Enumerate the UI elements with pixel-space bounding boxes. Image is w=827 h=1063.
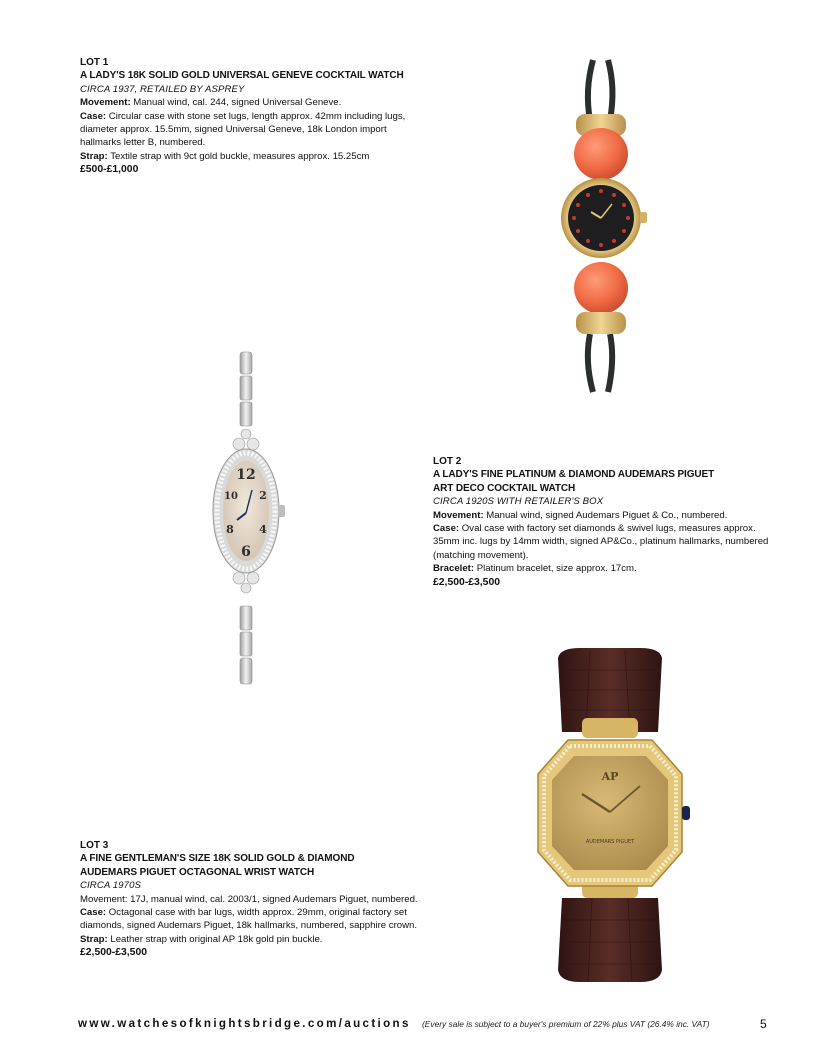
footer-premium-note: (Every sale is subject to a buyer's premium of 22% plus VAT (26.4% inc. VAT) [422,1019,710,1029]
lot-title-line: ART DECO COCKTAIL WATCH [433,482,576,494]
lot-estimate: £500-£1,000 [80,164,139,176]
lot-detail-strap: Strap: Leather strap with original AP 18k gold pin buckle. [80,933,323,945]
lot-detail-strap: Strap: Textile strap with 9ct gold buckle, measures approx. 15.25cm [80,150,370,162]
lot-title-line: AUDEMARS PIGUET OCTAGONAL WRIST WATCH [80,866,315,878]
lot-number: LOT 2 [433,456,462,467]
dial-numeral: 10 [224,491,238,502]
lot-detail-movement: Movement: Manual wind, signed Audemars Piguet & Co., numbered. [433,509,728,521]
dial-numeral: 6 [241,544,251,560]
lot-title-line: A LADY'S 18K SOLID GOLD UNIVERSAL GENEVE COCKTAIL WATCH [80,70,404,82]
lot-detail-bracelet: Bracelet: Platinum bracelet, size approx. 17cm. [433,563,637,575]
dial-numeral: 12 [236,467,256,483]
lot-estimate: £2,500-£3,500 [433,576,501,588]
lot-1 [80,56,420,177]
lot-detail-movement: Movement: 17J, manual wind, cal. 2003/1, signed Audemars Piguet, numbered. [80,893,418,905]
watch-photo-lot-3 [520,648,700,982]
lot-title-line: A LADY'S FINE PLATINUM & DIAMOND AUDEMARS PIGUET [433,469,715,481]
lot-detail-case: Case: Oval case with factory set diamonds & swivel lugs, measures approx. 35mm inc. lugs by 14mm width, signed AP&Co., platinum hallmarks, numbered (matching movement). [433,523,769,561]
lot-circa: CIRCA 1937, RETAILED BY ASPREY [80,83,245,95]
lot-detail-case: Case: Circular case with stone set lugs, length approx. 42mm including lugs, diameter approx. 15.5mm, signed Universal Geneve, 18k London import hallmarks letter B, numbered. [80,110,406,149]
lot-detail-case: Case: Octagonal case with bar lugs, width approx. 29mm, original factory set diamonds, signed Audemars Piguet, 18k hallmarks, numbered, sapphire crown. [80,907,418,932]
dial-numeral: 2 [259,489,267,502]
dial-brand-text: AUDEMARS PIGUET [585,839,635,845]
page-footer [78,1017,778,1033]
page-number: 5 [760,1017,767,1031]
lot-estimate: £2,500-£3,500 [80,947,148,959]
lot-circa: CIRCA 1970S [80,880,141,892]
watch-photo-lot-1 [548,58,654,394]
lot-3 [80,839,420,960]
lot-title-line: A FINE GENTLEMAN'S SIZE 18K SOLID GOLD & DIAMOND [80,853,355,865]
footer-url: www.watchesofknightsbridge.com/auctions [78,1017,411,1030]
lot-number: LOT 3 [80,840,109,851]
lot-circa: CIRCA 1920S WITH RETAILER'S BOX [433,496,604,508]
lot-2 [433,455,773,589]
dial-numeral: 4 [259,523,267,536]
lot-detail-movement: Movement: Manual wind, cal. 244, signed Universal Geneve. [80,97,342,109]
lot-number: LOT 1 [80,57,109,68]
watch-photo-lot-2 [205,350,290,688]
dial-logo: AP [601,770,619,783]
dial-numeral: 8 [226,523,234,536]
